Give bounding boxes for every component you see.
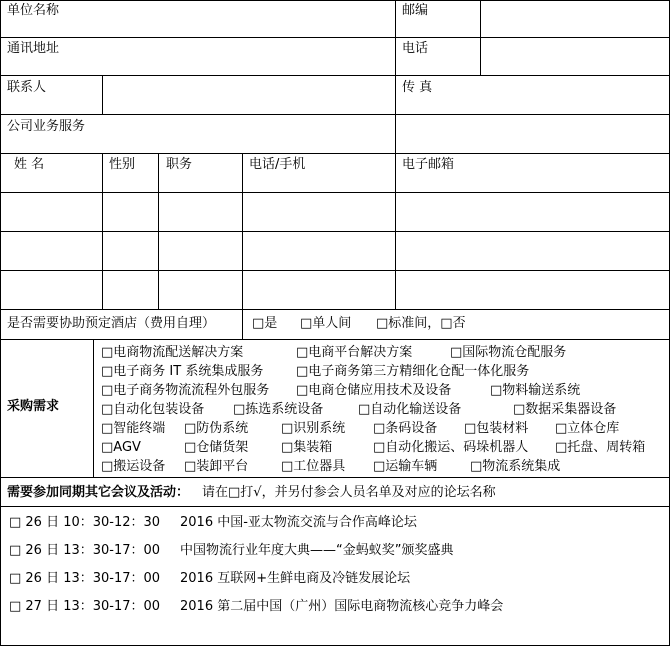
procurement-option[interactable]: □AGV — [101, 440, 141, 455]
business-label: 公司业务服务 — [7, 119, 86, 134]
procurement-option[interactable]: □条码设备 — [373, 421, 438, 436]
procurement-option[interactable]: □工位器具 — [281, 459, 346, 474]
border-line — [242, 153, 243, 309]
events-header-note: 请在□打√，并另付参会人员名单及对应的论坛名称 — [202, 485, 496, 500]
procurement-option[interactable]: □电子商务 IT 系统集成服务 — [101, 364, 264, 379]
procurement-option[interactable]: □电子商务物流流程外包服务 — [101, 383, 270, 398]
border-line — [0, 37, 670, 38]
procurement-option[interactable]: □搬运设备 — [101, 459, 166, 474]
border-line — [242, 309, 243, 339]
postcode-label: 邮编 — [402, 3, 429, 18]
col-phone-header: 电话/手机 — [249, 157, 306, 172]
unit-name-label: 单位名称 — [7, 3, 60, 18]
event-title: 2016 中国-亚太物流交流与合作高峰论坛 — [180, 515, 417, 530]
procurement-option[interactable]: □电商物流配送解决方案 — [101, 345, 244, 360]
procurement-option[interactable]: □电商仓储应用技术及设备 — [296, 383, 452, 398]
border-line — [0, 153, 670, 154]
border-line — [0, 192, 670, 193]
procurement-option[interactable]: □自动化包装设备 — [101, 402, 205, 417]
procurement-option[interactable]: □电子商务第三方精细化仓配一体化服务 — [296, 364, 530, 379]
border-line — [0, 0, 1, 646]
procurement-option[interactable]: □仓储货架 — [184, 440, 249, 455]
procurement-option[interactable]: □包装材料 — [464, 421, 529, 436]
border-line — [0, 309, 670, 310]
phone-label: 电话 — [402, 41, 429, 56]
procurement-option[interactable]: □装卸平台 — [184, 459, 249, 474]
event-title: 2016 第二届中国（广州）国际电商物流核心竞争力峰会 — [180, 599, 504, 614]
event-time[interactable]: □ 26 日 10：30-12：30 — [9, 515, 161, 530]
procurement-option[interactable]: □国际物流仓配服务 — [450, 345, 567, 360]
contact-label: 联系人 — [7, 80, 47, 95]
event-title: 2016 互联网+生鲜电商及冷链发展论坛 — [180, 571, 411, 586]
border-line — [0, 231, 670, 232]
procurement-option[interactable]: □物料输送系统 — [490, 383, 581, 398]
border-line — [0, 339, 670, 340]
hotel-standard-checkbox[interactable]: □标准间，□否 — [376, 316, 466, 331]
procurement-option[interactable]: □集装箱 — [281, 440, 333, 455]
fax-label: 传 真 — [402, 80, 433, 95]
procurement-option[interactable]: □立体仓库 — [555, 421, 620, 436]
border-line — [93, 339, 94, 477]
event-time[interactable]: □ 26 日 13：30-17：00 — [9, 543, 161, 558]
border-line — [102, 153, 103, 309]
event-time[interactable]: □ 27 日 13：30-17：00 — [9, 599, 161, 614]
border-line — [102, 75, 103, 114]
procurement-option[interactable]: □智能终端 — [101, 421, 166, 436]
procurement-option[interactable]: □自动化搬运、码垛机器人 — [373, 440, 529, 455]
address-label: 通讯地址 — [7, 41, 60, 56]
procurement-option[interactable]: □物流系统集成 — [470, 459, 561, 474]
border-line — [395, 0, 396, 153]
event-time[interactable]: □ 26 日 13：30-17：00 — [9, 571, 161, 586]
events-header: 需要参加同期其它会议及活动： — [7, 485, 190, 500]
border-line — [0, 75, 670, 76]
border-line — [480, 0, 481, 75]
procurement-option[interactable]: □数据采集器设备 — [513, 402, 617, 417]
procurement-option[interactable]: □电商平台解决方案 — [296, 345, 413, 360]
procurement-label: 采购需求 — [7, 399, 60, 414]
border-line — [0, 114, 670, 115]
col-email-header: 电子邮箱 — [402, 157, 455, 172]
procurement-option[interactable]: □识别系统 — [281, 421, 346, 436]
hotel-question: 是否需要协助预定酒店（费用自理） — [7, 316, 216, 331]
procurement-option[interactable]: □托盘、周转箱 — [555, 440, 646, 455]
border-line — [0, 270, 670, 271]
border-line — [0, 477, 670, 478]
hotel-yes-checkbox[interactable]: □是 — [252, 316, 278, 331]
procurement-option[interactable]: □防伪系统 — [184, 421, 249, 436]
col-position-header: 职务 — [166, 157, 193, 172]
border-line — [0, 0, 670, 1]
border-line — [395, 153, 396, 309]
procurement-option[interactable]: □运输车辆 — [373, 459, 438, 474]
event-title: 中国物流行业年度大典——“金蚂蚁奖”颁奖盛典 — [180, 543, 454, 558]
col-name-header: 姓 名 — [14, 157, 45, 172]
procurement-option[interactable]: □拣选系统设备 — [233, 402, 324, 417]
col-gender-header: 性别 — [109, 157, 136, 172]
border-line — [158, 153, 159, 309]
border-line — [0, 506, 670, 507]
procurement-option[interactable]: □自动化输送设备 — [358, 402, 462, 417]
hotel-single-checkbox[interactable]: □单人间 — [300, 316, 352, 331]
